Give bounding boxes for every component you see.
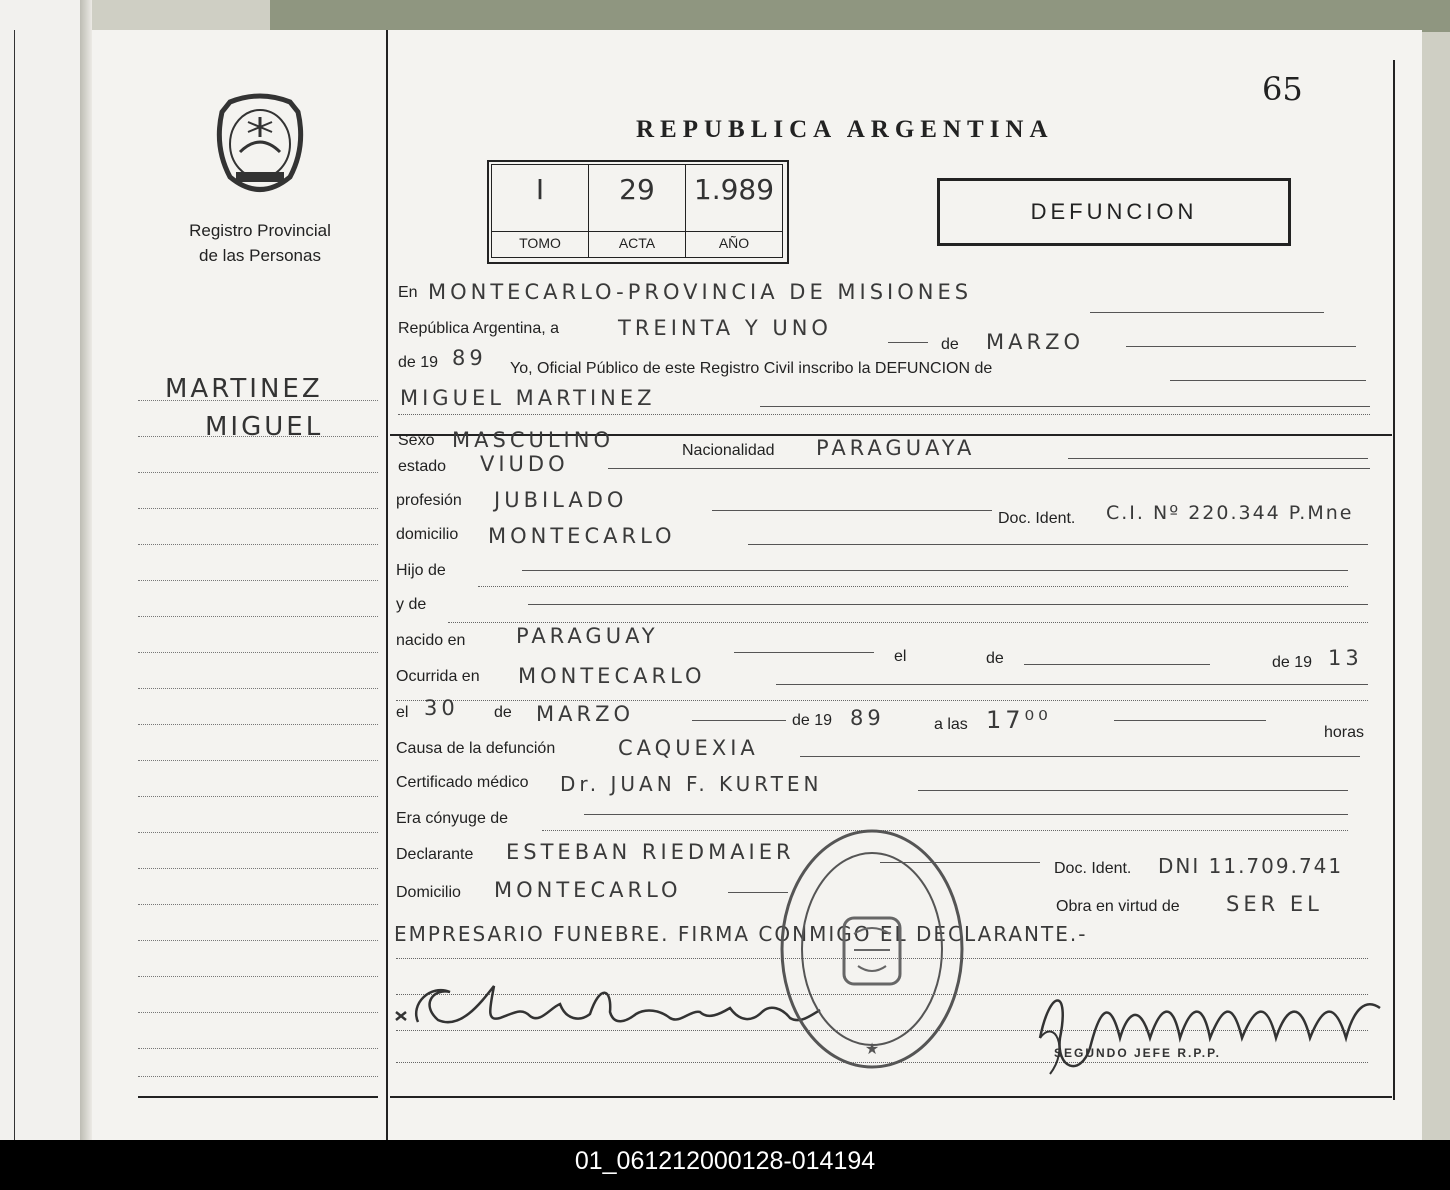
- fill-line: [1126, 346, 1356, 347]
- declarante-doc-label: Doc. Ident.: [1054, 860, 1132, 877]
- nacido-anio-value: 13: [1328, 646, 1363, 670]
- profesion-value: JUBILADO: [494, 488, 628, 512]
- profesion-label: profesión: [396, 492, 462, 509]
- fill-line: [712, 510, 992, 511]
- ocurrida-value: MONTECARLO: [518, 664, 706, 688]
- fill-line: [888, 342, 928, 343]
- ocurrida-anio-label: de 19: [792, 712, 833, 729]
- margin-given-name: MIGUEL: [205, 412, 324, 442]
- right-border-line: [1393, 60, 1395, 1100]
- scan-id-bar: 01_061212000128-014194: [0, 1140, 1450, 1190]
- registry-name: [160, 218, 360, 268]
- margin-bottom-rule: [138, 1096, 378, 1098]
- doc-ident-label: Doc. Ident.: [998, 510, 1076, 527]
- sexo-value: MASCULINO: [452, 428, 614, 452]
- y-de-label: y de: [396, 596, 427, 613]
- sexo-label: Sexo: [398, 432, 435, 449]
- fill-line: [918, 790, 1348, 791]
- fill-line: [528, 604, 1368, 605]
- dotted-line: [398, 414, 1370, 415]
- oficial-signature: [1010, 978, 1390, 1088]
- record-type-box: DEFUNCION: [937, 178, 1291, 246]
- horas-label: horas: [1324, 724, 1365, 741]
- acta-value: 29: [619, 173, 655, 206]
- fill-line: [608, 468, 1370, 469]
- previous-page-edge: [0, 0, 81, 1140]
- ocurrida-mes-value: MARZO: [536, 702, 634, 726]
- registry-line2: de las Personas: [199, 246, 321, 265]
- conyuge-label: Era cónyuge de: [396, 810, 509, 827]
- de-label: de: [941, 336, 959, 353]
- dotted-line: [396, 700, 1368, 701]
- en-value: MONTECARLO-PROVINCIA DE MISIONES: [428, 280, 973, 304]
- acta-cell: [589, 165, 686, 257]
- margin-column-divider: [386, 30, 388, 1140]
- margin-surname: MARTINEZ: [165, 374, 323, 404]
- certificado-label: Certificado médico: [396, 774, 529, 791]
- certificado-value: Dr. JUAN F. KURTEN: [560, 772, 823, 796]
- fill-line: [584, 814, 1348, 815]
- de-anio-label: de 19: [398, 354, 439, 371]
- nacionalidad-label: Nacionalidad: [682, 442, 775, 459]
- doc-ident-value: C.I. Nº 220.344 P.Mne: [1106, 502, 1354, 524]
- fill-line: [800, 756, 1360, 757]
- republica-label: República Argentina, a: [398, 320, 559, 337]
- fill-line: [760, 406, 1370, 407]
- acta-label: ACTA: [589, 231, 685, 251]
- nombre-value: MIGUEL MARTINEZ: [400, 386, 656, 410]
- fill-line: [1024, 664, 1210, 665]
- obra-label: Obra en virtud de: [1056, 898, 1180, 915]
- fill-line: [1068, 458, 1368, 459]
- ocurrida-el-label: el: [396, 704, 409, 721]
- fill-line: [692, 720, 786, 721]
- nacido-anio-label: de 19: [1272, 654, 1313, 671]
- a-las-label: a las: [934, 716, 968, 733]
- mes-value: MARZO: [986, 330, 1084, 354]
- anio-label: AÑO: [686, 231, 782, 251]
- fill-line: [748, 544, 1368, 545]
- anio-cell: [686, 165, 782, 257]
- fill-line: [1114, 720, 1266, 721]
- ocurrida-dia-value: 30: [424, 696, 459, 720]
- nacido-de-label: de: [986, 650, 1004, 667]
- dia-value: TREINTA Y UNO: [618, 316, 832, 340]
- nota-value: EMPRESARIO FUNEBRE. FIRMA CONMIGO EL DECLARANTE.-: [394, 922, 1088, 946]
- tomo-label: TOMO: [492, 231, 588, 251]
- fill-line: [734, 652, 874, 653]
- anio-value: 89: [452, 346, 487, 370]
- oficial-title: SEGUNDO JEFE R.P.P.: [1054, 1046, 1221, 1060]
- tomo-value: I: [535, 173, 545, 206]
- oficial-text: Yo, Oficial Público de este Registro Civil inscribo la DEFUNCION de: [510, 360, 993, 377]
- obra-value: SER EL: [1226, 892, 1323, 916]
- nacido-value: PARAGUAY: [516, 624, 659, 648]
- dotted-line: [448, 622, 1368, 623]
- fill-line: [1170, 380, 1366, 381]
- declarante-label: Declarante: [396, 846, 474, 863]
- ocurrida-anio-value: 89: [850, 706, 885, 730]
- nacido-el-label: el: [894, 648, 907, 665]
- nacionalidad-value: PARAGUAYA: [816, 436, 976, 460]
- domicilio2-value: MONTECARLO: [494, 878, 682, 902]
- official-seal: [778, 826, 966, 1072]
- fill-line: [776, 684, 1368, 685]
- book-edge: [270, 0, 1450, 32]
- ocurrida-de-label: de: [494, 704, 512, 721]
- dotted-line: [478, 586, 1348, 587]
- en-label: En: [398, 284, 418, 301]
- ocurrida-label: Ocurrida en: [396, 668, 480, 685]
- fill-line: [1090, 312, 1324, 313]
- hora-value: 17⁰⁰: [986, 706, 1052, 734]
- provincial-shield-logo: [210, 92, 310, 200]
- svg-text:★: ★: [864, 1039, 880, 1058]
- causa-value: CAQUEXIA: [618, 736, 759, 760]
- estado-value: VIUDO: [480, 452, 569, 476]
- fill-line: [522, 570, 1348, 571]
- declarante-doc-value: DNI 11.709.741: [1158, 854, 1344, 878]
- page-number: 65: [1262, 70, 1303, 108]
- tomo-cell: [492, 165, 589, 257]
- book-spine: [80, 0, 92, 1140]
- hijo-label: Hijo de: [396, 562, 446, 579]
- nacido-label: nacido en: [396, 632, 466, 649]
- domicilio-label: domicilio: [396, 526, 459, 543]
- declarante-signature: [390, 964, 830, 1044]
- declarante-value: ESTEBAN RIEDMAIER: [506, 840, 795, 864]
- estado-label: estado: [398, 458, 447, 475]
- anio-value: 1.989: [693, 173, 775, 206]
- record-box: [491, 164, 783, 258]
- registry-line1: Registro Provincial: [189, 221, 331, 240]
- bottom-rule: [390, 1096, 1392, 1098]
- domicilio2-label: Domicilio: [396, 884, 461, 901]
- document-title: REPUBLICA ARGENTINA: [636, 116, 1054, 143]
- causa-label: Causa de la defunción: [396, 740, 556, 757]
- domicilio-value: MONTECARLO: [488, 524, 676, 548]
